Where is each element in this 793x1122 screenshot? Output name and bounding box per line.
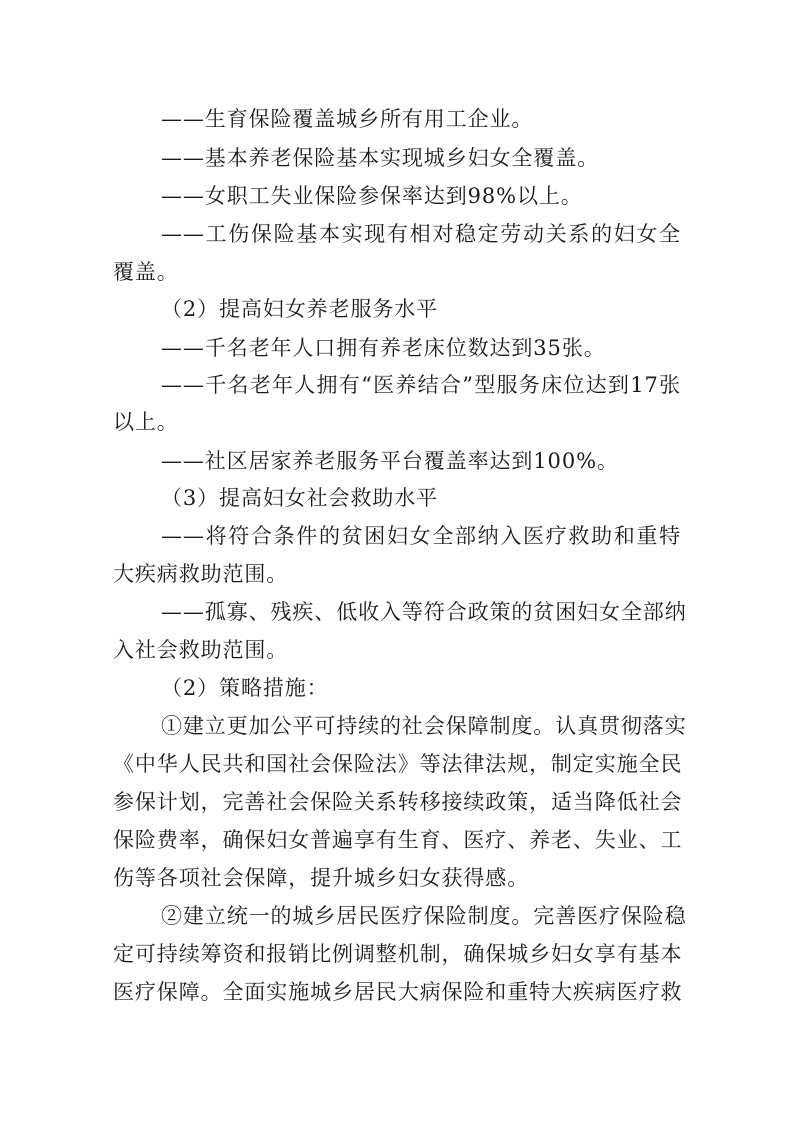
section-heading: （3）提高妇女社会救助水平 <box>161 486 439 510</box>
text-line: ②建立统一的城乡居民医疗保险制度。完善医疗保险稳 <box>161 904 687 928</box>
text-line: ①建立更加公平可持续的社会保障制度。认真贯彻落实 <box>161 714 687 738</box>
text-line: 以上。 <box>113 410 179 434</box>
section-heading: （2）提高妇女养老服务水平 <box>161 297 439 321</box>
text-line: 《中华人民共和国社会保险法》等法律法规，制定实施全民 <box>113 752 683 776</box>
text-line: ——孤寡、残疾、低收入等符合政策的贫困妇女全部纳 <box>161 600 687 624</box>
text-line: 定可持续筹资和报销比例调整机制，确保城乡妇女享有基本 <box>113 942 683 966</box>
text-line: ——社区居家养老服务平台覆盖率达到100%。 <box>161 449 619 473</box>
text-line: ——将符合条件的贫困妇女全部纳入医疗救助和重特 <box>161 524 681 548</box>
text-line: ——工伤保险基本实现有相对稳定劳动关系的妇女全 <box>161 222 681 246</box>
text-line: ——基本养老保险基本实现城乡妇女全覆盖。 <box>161 146 599 170</box>
text-line: 覆盖。 <box>113 260 179 284</box>
text-line: ——千名老年人口拥有养老床位数达到35张。 <box>161 336 606 360</box>
text-line: ——女职工失业保险参保率达到98%以上。 <box>161 184 583 208</box>
text-line: 入社会救助范围。 <box>113 638 289 662</box>
text-line: 保险费率，确保妇女普遍享有生育、医疗、养老、失业、工 <box>113 828 683 852</box>
text-line: 参保计划，完善社会保险关系转移接续政策，适当降低社会 <box>113 790 683 814</box>
text-line: 大疾病救助范围。 <box>113 562 289 586</box>
text-line: 伤等各项社会保障，提升城乡妇女获得感。 <box>113 866 530 890</box>
text-line: 医疗保障。全面实施城乡居民大病保险和重特大疾病医疗救 <box>113 980 683 1004</box>
section-heading: （2）策略措施： <box>161 676 329 700</box>
text-line: ——生育保险覆盖城乡所有用工企业。 <box>161 107 534 131</box>
text-line: ——千名老年人拥有“医养结合”型服务床位达到17张 <box>161 373 681 397</box>
